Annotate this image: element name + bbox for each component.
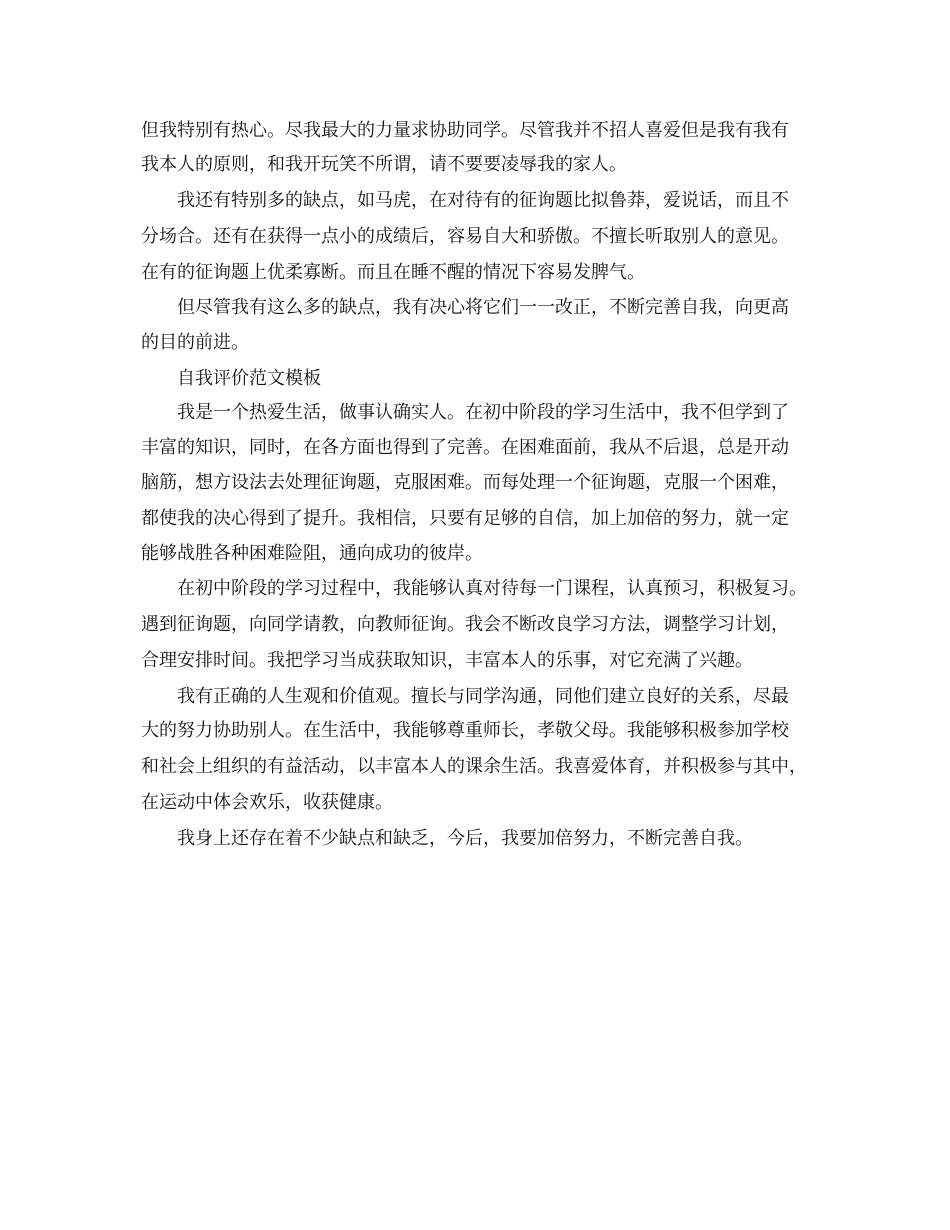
section-heading: 自我评价范文模板 bbox=[177, 368, 321, 389]
text-line: 在初中阶段的学习过程中，我能够认真对待每一门课程，认真预习，积极复习。 bbox=[177, 578, 807, 599]
text-line: 的目的前进。 bbox=[141, 332, 249, 353]
text-line: 合理安排时间。我把学习当成获取知识，丰富本人的乐事，对它充满了兴趣。 bbox=[141, 650, 753, 671]
text-line: 在运动中体会欢乐，收获健康。 bbox=[141, 792, 393, 813]
text-line: 丰富的知识，同时，在各方面也得到了完善。在困难面前，我从不后退，总是开动 bbox=[141, 437, 789, 458]
text-line: 我还有特别多的缺点，如马虎，在对待有的征询题比拟鲁莽，爱说话，而且不 bbox=[177, 190, 789, 211]
text-line: 遇到征询题，向同学请教，向教师征询。我会不断改良学习方法，调整学习计划， bbox=[141, 614, 789, 635]
text-line: 我是一个热爱生活，做事认确实人。在初中阶段的学习生活中，我不但学到了 bbox=[177, 402, 789, 423]
text-line: 我本人的原则，和我开玩笑不所谓，请不要要凌辱我的家人。 bbox=[141, 154, 627, 175]
text-line: 我身上还存在着不少缺点和缺乏，今后，我要加倍努力，不断完善自我。 bbox=[177, 828, 753, 849]
text-line: 都使我的决心得到了提升。我相信，只要有足够的自信，加上加倍的努力，就一定 bbox=[141, 508, 789, 529]
text-line: 大的努力协助别人。在生活中，我能够尊重师长，孝敬父母。我能够积极参加学校 bbox=[141, 720, 789, 741]
text-line: 但我特别有热心。尽我最大的力量求协助同学。尽管我并不招人喜爱但是我有我有 bbox=[141, 120, 789, 141]
text-line: 在有的征询题上优柔寡断。而且在睡不醒的情况下容易发脾气。 bbox=[141, 262, 645, 283]
text-line: 分场合。还有在获得一点小的成绩后，容易自大和骄傲。不擅长听取别人的意见。 bbox=[141, 226, 789, 247]
text-line: 脑筋，想方设法去处理征询题，克服困难。而每处理一个征询题，克服一个困难， bbox=[141, 472, 789, 493]
text-line: 我有正确的人生观和价值观。擅长与同学沟通，同他们建立良好的关系，尽最 bbox=[177, 686, 789, 707]
text-line: 但尽管我有这么多的缺点，我有决心将它们一一改正，不断完善自我，向更高 bbox=[177, 297, 789, 318]
text-line: 和社会上组织的有益活动，以丰富本人的课余生活。我喜爱体育，并积极参与其中， bbox=[141, 756, 807, 777]
text-line: 能够战胜各种困难险阻，通向成功的彼岸。 bbox=[141, 543, 483, 564]
